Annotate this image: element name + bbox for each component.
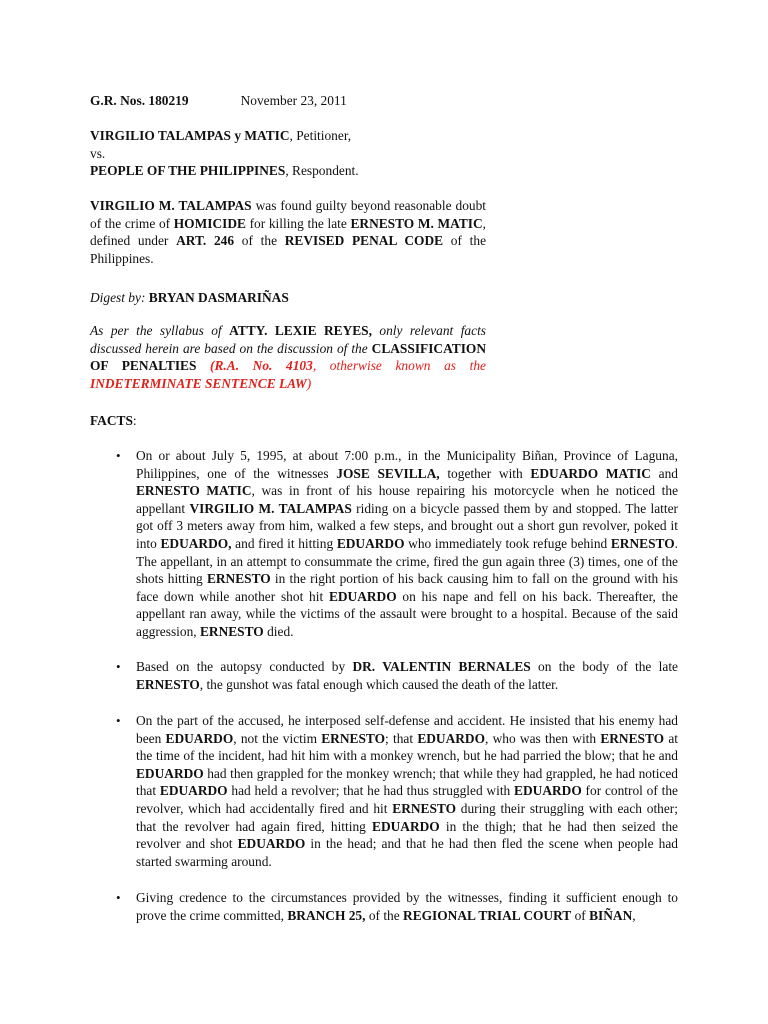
syllabus-note: As per the syllabus of ATTY. LEXIE REYES, only relevant facts discussed herein are based on the discussion of the CLASSIFICATION OF PENALTIES (R.A. No. 4103, otherwise known as the INDETERMINATE SENTENCE LAW) bbox=[90, 323, 486, 391]
digest-author bbox=[90, 289, 289, 307]
digest-name: BRYAN DASMARIÑAS bbox=[148, 290, 289, 305]
facts-paragraph-4: Giving credence to the circumstances provided by the witnesses, finding it sufficient enough to prove the crime committed, BRANCH 25, of the REGIONAL TRIAL COURT of BIÑAN, bbox=[136, 890, 678, 923]
respondent-line: PEOPLE OF THE PHILIPPINES, Respondent. bbox=[90, 163, 359, 179]
petitioner-name: VIRGILIO TALAMPAS y MATIC bbox=[90, 128, 290, 143]
facts-paragraph-2: Based on the autopsy conducted by DR. VALENTIN BERNALES on the body of the late ERNESTO, the gunshot was fatal enough which caused the death of the latter. bbox=[136, 659, 678, 692]
case-parties bbox=[90, 127, 359, 180]
respondent-name: PEOPLE OF THE PHILIPPINES bbox=[90, 163, 286, 179]
bullet-icon: • bbox=[116, 659, 121, 674]
case-summary: VIRGILIO M. TALAMPAS was found guilty beyond reasonable doubt of the crime of HOMICIDE for killing the late ERNESTO M. MATIC, defined under ART. 246 of the REVISED PENAL CODE of the Philippines. bbox=[90, 198, 487, 266]
digest-label: Digest by: bbox=[90, 290, 149, 305]
facts-heading: FACTS: bbox=[90, 413, 137, 428]
case-number: G.R. Nos. 180219 bbox=[90, 93, 189, 108]
bullet-icon: • bbox=[116, 713, 121, 728]
petitioner-line: VIRGILIO TALAMPAS y MATIC, Petitioner, bbox=[90, 128, 352, 143]
facts-paragraph-1: On or about July 5, 1995, at about 7:00 p.m., in the Municipality Biñan, Province of Laguna, Philippines, one of the witnesses JOSE SEVILLA, together with EDUARDO MATIC and ERNESTO MATIC, was in front of his house repairing his motorcycle when he noticed the appellant VIRGILIO M. TALAMPAS riding on a bicycle passed them by and stopped. The latter got off 3 meters away from him, walked a few steps, and brought out a short gun revolver, poked it into EDUARDO, and fired it hitting EDUARDO who immediately took refuge behind ERNESTO. The appellant, in an attempt to consummate the crime, fired the gun again three (3) times, one of the shots hitting ERNESTO in the right portion of his back causing him to fall on the ground with his face down while another shot hit EDUARDO on his nape and fell on his back. Thereafter, the appellant ran away, while the victims of the assault were brought to a hospital. Because of the said aggression, ERNESTO died. bbox=[136, 448, 679, 639]
facts-paragraph-3: On the part of the accused, he interposed self-defense and accident. He insisted that his enemy had been EDUARDO, not the victim ERNESTO; that EDUARDO, who was then with ERNESTO at the time of the incident, had hit him with a monkey wrench, but he had parried the blow; that he and EDUARDO had then grappled for the monkey wrench; that while they had grappled, he had noticed that EDUARDO had held a revolver; that he had thus struggled with EDUARDO for control of the revolver, which had accidentally fired and hit ERNESTO during their struggling with each other; that the revolver had again fired, hitting EDUARDO in the thigh; that he had then seized the revolver and shot EDUARDO in the head; and that he had then fled the scene when people had started swarming around. bbox=[136, 713, 679, 869]
bullet-icon: • bbox=[116, 448, 121, 463]
decision-date: November 23, 2011 bbox=[240, 93, 347, 108]
case-header bbox=[90, 92, 347, 110]
bullet-icon: • bbox=[116, 890, 121, 905]
versus-line: vs. bbox=[90, 145, 106, 161]
